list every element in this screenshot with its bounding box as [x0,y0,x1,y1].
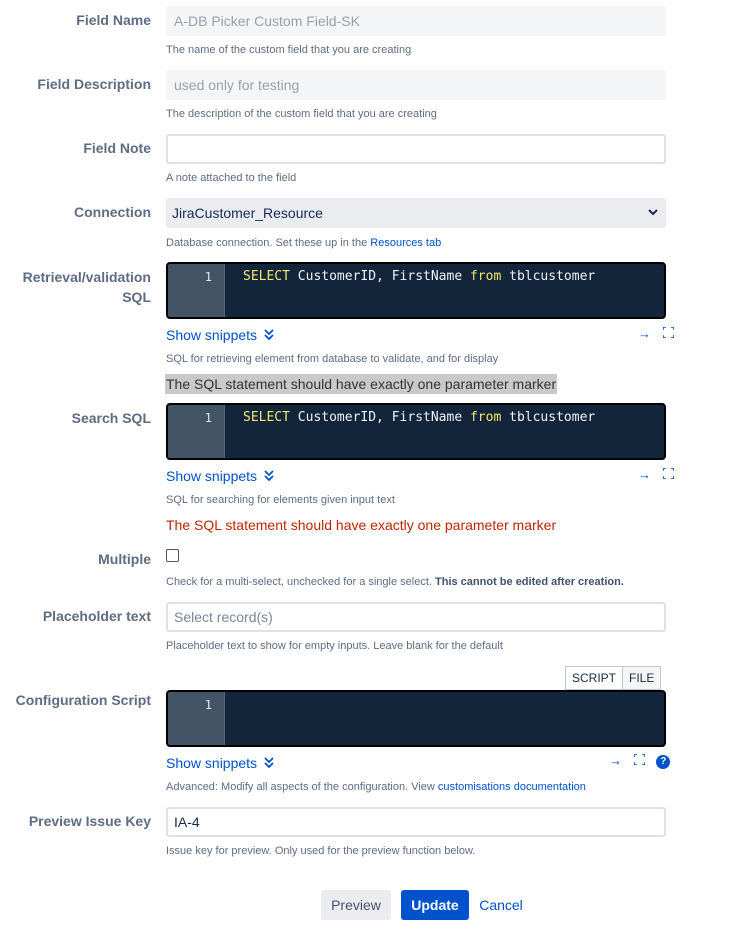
preview-issue-key-input[interactable]: IA-4 [166,807,666,837]
multiple-checkbox[interactable] [166,549,179,562]
customisations-documentation-link[interactable]: customisations documentation [437,781,586,793]
field-description-label: Field Description [37,76,151,92]
configuration-script-editor[interactable] [166,690,666,747]
retrieval-sql-editor[interactable] [166,262,666,319]
search-editor-tools [630,467,674,482]
double-chevron-down-icon [261,331,274,343]
field-description-input[interactable]: used only for testing [166,70,666,100]
tab-script[interactable]: SCRIPT [565,666,623,690]
double-chevron-down-icon [261,759,274,771]
configuration-script-label: Configuration Script [15,692,151,708]
connection-label: Connection [74,204,151,220]
search-sql-label: Search SQL [71,410,151,426]
config-show-snippets-link[interactable]: Show snippets [166,754,274,774]
arrow-right-icon[interactable]: → [638,467,651,482]
code-line: SELECT CustomerID, FirstName from tblcustomer [243,410,596,425]
help-icon[interactable]: ? [656,755,670,769]
connection-select[interactable] [166,198,666,228]
field-name-label: Field Name [76,12,151,28]
fullscreen-icon[interactable] [663,326,674,341]
double-chevron-down-icon [261,472,274,484]
search-sql-editor[interactable] [166,403,666,460]
multiple-label: Multiple [98,551,151,567]
field-note-label: Field Note [83,140,151,156]
retrieval-sql-label: Retrieval/validation SQL [22,269,151,305]
resources-tab-link[interactable]: Resources tab [370,237,442,249]
code-line: SELECT CustomerID, FirstName from tblcustomer [243,269,596,284]
preview-button[interactable]: Preview [321,890,391,920]
arrow-right-icon[interactable]: → [609,753,622,768]
chevron-down-icon [648,198,658,239]
update-button[interactable]: Update [401,890,469,920]
placeholder-text-label: Placeholder text [42,608,151,624]
line-number: 1 [204,270,212,284]
fullscreen-icon[interactable] [634,753,645,768]
preview-issue-key-label: Preview Issue Key [28,813,151,829]
field-name-input[interactable]: A-DB Picker Custom Field-SK [166,6,666,36]
multiple-help: Check for a multi-select, unchecked for a single select. This cannot be edited after creation. [166,576,624,588]
retrieval-editor-tools [630,326,674,341]
field-note-help: A note attached to the field [166,172,297,184]
placeholder-text-help: Placeholder text to show for empty inputs. Leave blank for the default [166,640,503,652]
line-number: 1 [204,698,212,712]
search-sql-error: The SQL statement should have exactly one parameter marker [166,517,557,533]
field-description-help: The description of the custom field that you are creating [166,108,437,120]
field-note-input[interactable] [166,134,666,164]
placeholder-text-input[interactable]: Select record(s) [166,602,666,632]
tab-file[interactable]: FILE [622,666,661,690]
cancel-button[interactable]: Cancel [479,897,523,913]
field-name-help: The name of the custom field that you are creating [166,44,412,56]
connection-help: Database connection. Set these up in the Resources tab [166,237,442,249]
arrow-right-icon[interactable]: → [638,326,651,341]
fullscreen-icon[interactable] [663,467,674,482]
preview-issue-key-help: Issue key for preview. Only used for the preview function below. [166,845,476,857]
connection-selected-value: JiraCustomer_Resource [172,205,323,221]
retrieval-show-snippets-link[interactable]: Show snippets [166,326,274,346]
retrieval-sql-help: SQL for retrieving element from database to validate, and for display [166,353,499,365]
search-sql-help: SQL for searching for elements given input text [166,494,395,506]
line-number: 1 [204,411,212,425]
retrieval-sql-error: The SQL statement should have exactly one parameter marker [166,376,557,392]
search-show-snippets-link[interactable]: Show snippets [166,467,274,487]
config-editor-tools [601,753,670,769]
configuration-script-help: Advanced: Modify all aspects of the configuration. View customisations documentation [166,781,586,793]
